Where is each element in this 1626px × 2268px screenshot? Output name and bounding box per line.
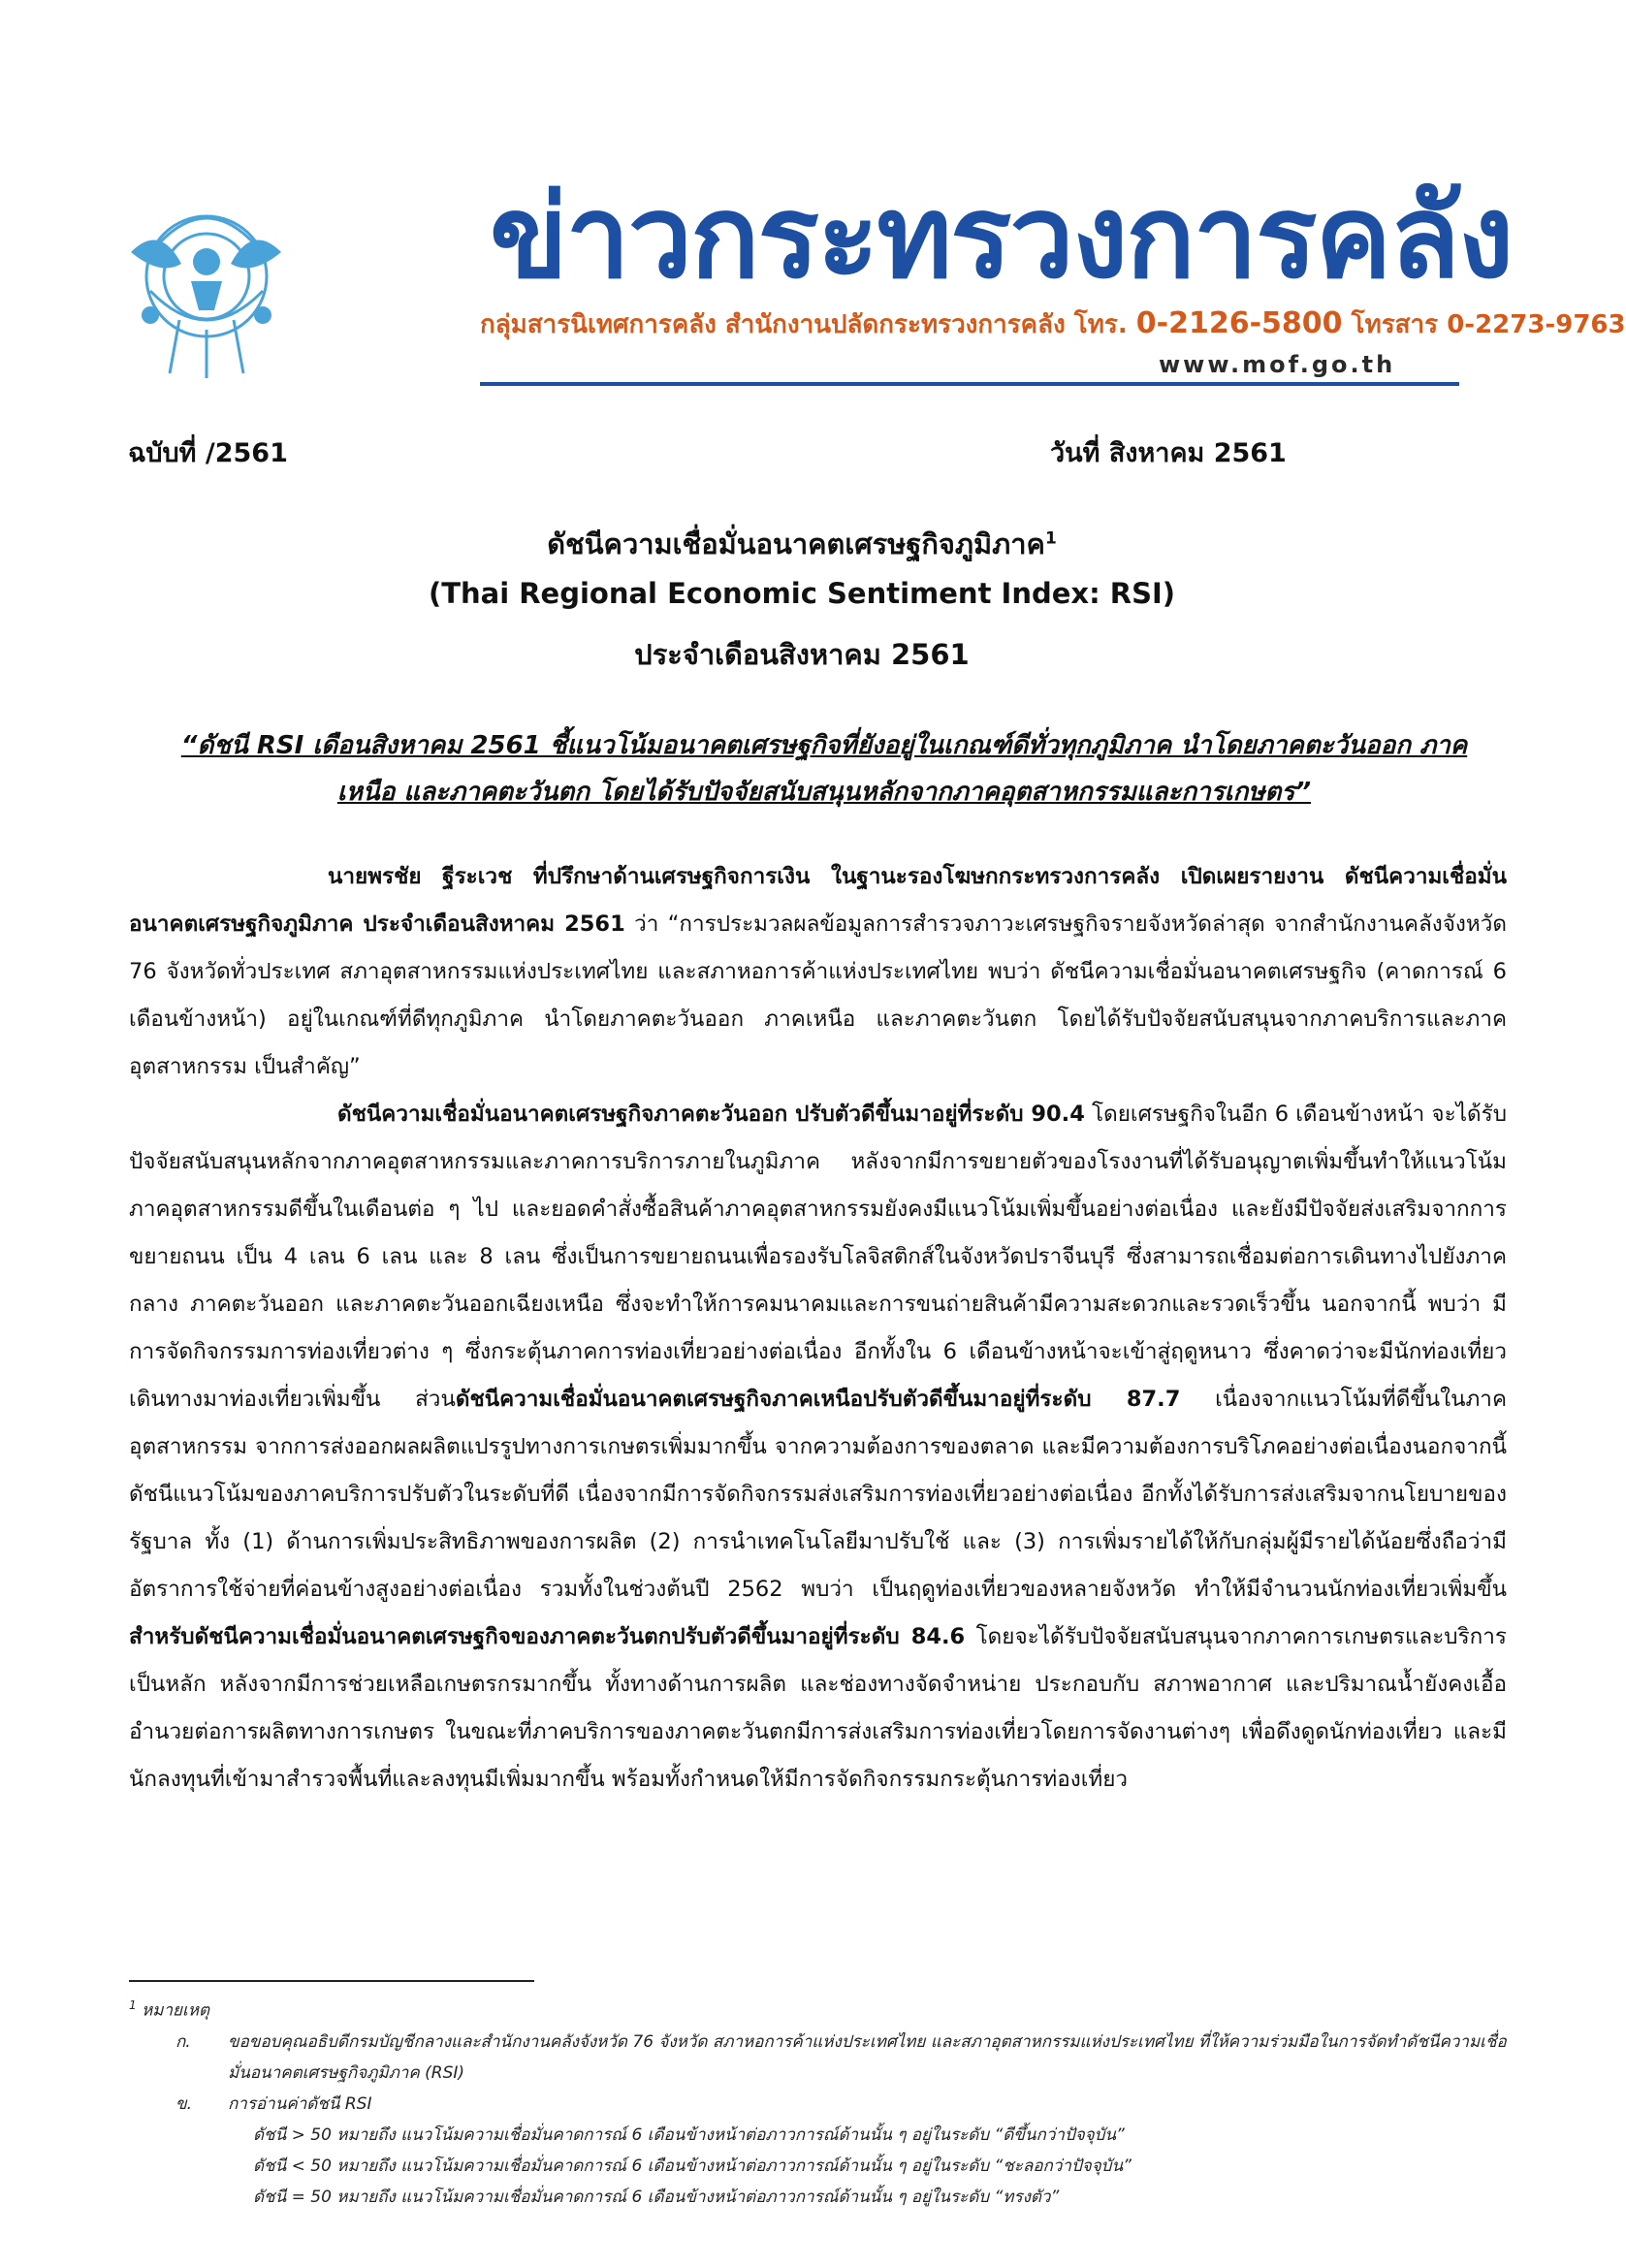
footnote-legend-equal: ดัชนี = 50 หมายถึง แนวโน้มความเชื่อมั่นคาดการณ์ 6 เดือนข้างหน้าต่อภาวการณ์ด้านนั้น ๆ อยู่ในระดับ “ทรงตัว”: [253, 2187, 1060, 2207]
footnote-text-b: การอ่านค่าดัชนี RSI: [228, 2093, 372, 2114]
footnote-divider: [129, 1980, 534, 1982]
page-title-period: ประจำเดือนสิงหาคม 2561: [634, 638, 970, 671]
masthead-divider: [480, 382, 1459, 386]
footnote-key-a: ก.: [175, 2031, 191, 2052]
intro-text: ว่า “การประมวลผลข้อมูลการสำรวจภาวะเศรษฐกิจรายจังหวัดล่าสุด จากสำนักงานคลังจังหวัด 76 จังหวัดทั่วประเทศ สภาอุตสาหกรรมแห่งประเทศไทย และสภาหอการค้าแห่งประเทศไทย พบว่า ดัชนีความเชื่อมั่นอนาคตเศรษฐกิจ (คาดการณ์ 6 เดือนข้างหน้า) อยู่ในเกณฑ์ที่ดีทุกภูมิภาค นำโดยภาคตะวันออก ภาคเหนือ และภาคตะวันตก โดยได้รับปัจจัยสนับสนุนจากภาคบริการและภาคอุตสาหกรรม เป็นสำคัญ”: [129, 911, 1507, 1079]
intro-bold: นายพรชัย ฐีระเวช ที่ปรึกษาด้านเศรษฐกิจการเงิน ในฐานะรองโฆษกกระทรวงการคลัง เปิดเผยรายงาน ดัชนีความเชื่อมั่นอนาคตเศรษฐกิจภูมิภาค ประจำเดือนสิงหาคม 2561: [129, 864, 1507, 937]
footnote-heading-text: หมายเหตุ: [142, 2000, 210, 2021]
west-index-text: โดยจะได้รับปัจจัยสนับสนุนจากภาคการเกษตรและบริการเป็นหลัก หลังจากมีการช่วยเหลือเกษตรกรมากขึ้น ทั้งทางด้านการผลิต และช่องทางจัดจำหน่าย ประกอบกับ สภาพอากาศ และปริมาณน้ำยังคงเอื้ออำนวยต่อการผลิตทางการเกษตร ในขณะที่ภาคบริการของภาคตะวันตกมีการส่งเสริมการท่องเที่ยวโดยการจัดงานต่างๆ เพื่อดึงดูดนักท่องเที่ยว และมีนักลงทุนที่เข้ามาสำรวจพื้นที่และลงทุนมีเพิ่มมากขึ้น พร้อมทั้งกำหนดให้มีการจัดกิจกรรมกระตุ้นการท่องเที่ยว: [129, 1624, 1507, 1792]
footnotes: [129, 1990, 1507, 2213]
headline-quote: “ดัชนี RSI เดือนสิงหาคม 2561 ชี้แนวโน้มอนาคตเศรษฐกิจที่ยังอยู่ในเกณฑ์ดีทั่วทุกภูมิภาค นำโดยภาคตะวันออก ภาคเหนือ และภาคตะวันตก โดยได้รับปัจจัยสนับสนุนหลักจากภาคอุตสาหกรรมและการเกษตร”: [180, 731, 1468, 807]
footnote-legend-above: ดัชนี > 50 หมายถึง แนวโน้มความเชื่อมั่นคาดการณ์ 6 เดือนข้างหน้าต่อภาวการณ์ด้านนั้น ๆ อยู่ในระดับ “ดีขึ้นกว่าปัจจุบัน”: [253, 2124, 1125, 2145]
footnote-item-a: [129, 2027, 1507, 2089]
footnote-legend-below: ดัชนี < 50 หมายถึง แนวโน้มความเชื่อมั่นคาดการณ์ 6 เดือนข้างหน้าต่อภาวการณ์ด้านนั้น ๆ อยู่ในระดับ “ชะลอกว่าปัจจุบัน”: [253, 2156, 1132, 2176]
west-index-bold: สำหรับดัชนีความเชื่อมั่นอนาคตเศรษฐกิจของภาคตะวันตกปรับตัวดีขึ้นมาอยู่ที่ระดับ 84.6: [129, 1624, 966, 1649]
masthead-contact-text: กลุ่มสารนิเทศการคลัง สำนักงานปลัดกระทรวงการคลัง โทร.: [480, 310, 1128, 339]
masthead-title: ข่าวกระทรวงการคลัง: [490, 170, 1513, 303]
garuda-emblem-icon: [121, 184, 291, 383]
page-title: [0, 522, 1604, 566]
masthead-url[interactable]: www.mof.go.th: [1159, 351, 1396, 378]
article-body: [129, 853, 1507, 1804]
paragraph-intro: [129, 853, 1507, 1091]
footnote-ref: 1: [1044, 528, 1057, 549]
page-title-english: (Thai Regional Economic Sentiment Index: RSI): [428, 577, 1176, 610]
east-index-bold: ดัชนีความเชื่อมั่นอนาคตเศรษฐกิจภาคตะวันออก ปรับตัวดีขึ้นมาอยู่ที่ระดับ 90.4: [337, 1102, 1085, 1127]
masthead-contact: [480, 303, 1626, 345]
page-title-text: ดัชนีความเชื่อมั่นอนาคตเศรษฐกิจภูมิภาค: [547, 527, 1045, 560]
paragraph-regions: [129, 1091, 1507, 1804]
issue-number: ฉบับที่ /2561: [128, 438, 288, 468]
east-index-text: โดยเศรษฐกิจในอีก 6 เดือนข้างหน้า จะได้รับปัจจัยสนับสนุนหลักจากภาคอุตสาหกรรมและภาคการบริการภายในภูมิภาค หลังจากมีการขยายตัวของโรงงานที่ได้รับอนุญาตเพิ่มขึ้นทำให้แนวโน้มภาคอุตสาหกรรมดีขึ้นในเดือนต่อ ๆ ไป และยอดคำสั่งซื้อสินค้าภาคอุตสาหกรรมยังคงมีแนวโน้มเพิ่มขึ้นอย่างต่อเนื่อง และยังมีปัจจัยส่งเสริมจากการขยายถนน เป็น 4 เลน 6 เลน และ 8 เลน ซึ่งเป็นการขยายถนนเพื่อรองรับโลจิสติกส์ในจังหวัดปราจีนบุรี ซึ่งสามารถเชื่อมต่อการเดินทางไปยังภาคกลาง ภาคตะวันออก และภาคตะวันออกเฉียงเหนือ ซึ่งจะทำให้การคมนาคมและการขนถ่ายสินค้ามีความสะดวกและรวดเร็วขึ้น นอกจากนี้ พบว่า มีการจัดกิจกรรมการท่องเที่ยวต่าง ๆ ซึ่งกระตุ้นภาคการท่องเที่ยวอย่างต่อเนื่อง อีกทั้งใน 6 เดือนข้างหน้าจะเข้าสู่ฤดูหนาว ซึ่งคาดว่าจะมีนักท่องเที่ยวเดินทางมาท่องเที่ยวเพิ่มขึ้น ส่วน: [129, 1102, 1507, 1412]
masthead-fax-label: โทรสาร: [1351, 310, 1439, 339]
footnote-marker: 1: [129, 1998, 137, 2012]
masthead-phone: 0-2126-5800: [1135, 306, 1343, 340]
masthead: [121, 136, 1626, 398]
footnote-heading: [129, 1990, 1507, 2027]
issue-date: วันที่ สิงหาคม 2561: [1050, 438, 1287, 468]
masthead-fax: 0-2273-9763: [1447, 310, 1626, 339]
masthead-banner: [335, 136, 1626, 398]
footnote-text-a: ขอขอบคุณอธิบดีกรมบัญชีกลางและสำนักงานคลังจังหวัด 76 จังหวัด สภาหอการค้าแห่งประเทศไทย และสภาอุตสาหกรรมแห่งประเทศไทย ที่ให้ความร่วมมือในการจัดทำดัชนีความเชื่อมั่นอนาคตเศรษฐกิจภูมิภาค (RSI): [228, 2031, 1507, 2083]
north-index-bold: ดัชนีความเชื่อมั่นอนาคตเศรษฐกิจภาคเหนือปรับตัวดีขึ้นมาอยู่ที่ระดับ 87.7: [455, 1387, 1181, 1412]
footnote-key-b: ข.: [175, 2093, 193, 2114]
footnote-item-b: [129, 2089, 1507, 2120]
north-index-text: เนื่องจากแนวโน้มที่ดีขึ้นในภาคอุตสาหกรรม จากการส่งออกผลผลิตแปรรูปทางการเกษตรเพิ่มมากขึ้น จากความต้องการของตลาด และมีความต้องการบริโภคอย่างต่อเนื่องนอกจากนี้ ดัชนีแนวโน้มของภาคบริการปรับตัวในระดับที่ดี เนื่องจากมีการจัดกิจกรรมส่งเสริมการท่องเที่ยวอย่างต่อเนื่อง อีกทั้งได้รับการส่งเสริมจากนโยบายของรัฐบาล ทั้ง (1) ด้านการเพิ่มประสิทธิภาพของการผลิต (2) การนำเทคโนโลยีมาปรับใช้ และ (3) การเพิ่มรายได้ให้กับกลุ่มผู้มีรายได้น้อยซึ่งถือว่ามีอัตราการใช้จ่ายที่ค่อนข้างสูงอย่างต่อเนื่อง รวมทั้งในช่วงต้นปี 2562 พบว่า เป็นฤดูท่องเที่ยวของหลายจังหวัด ทำให้มีจำนวนนักท่องเที่ยวเพิ่มขึ้น: [129, 1387, 1507, 1602]
